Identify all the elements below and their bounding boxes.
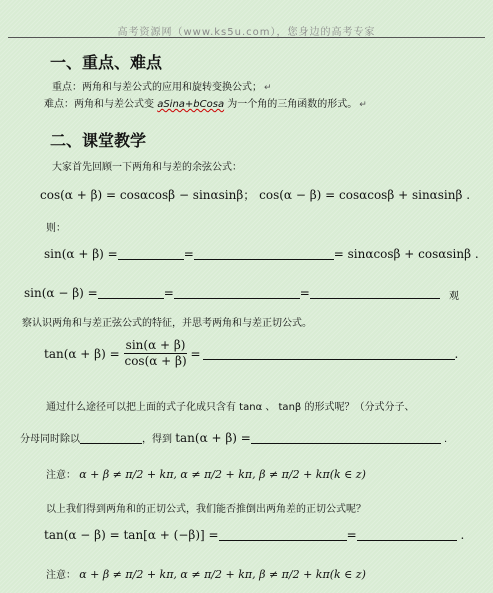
cos-diff-formula: cos(α − β) = cosαcosβ + sinαsinβ bbox=[259, 188, 463, 202]
tan-diff-line: tan(α − β) = tan[α + (−β)] = = . bbox=[44, 528, 465, 542]
blank-sin-sum-1[interactable] bbox=[118, 247, 184, 260]
header-rule bbox=[8, 37, 485, 38]
blank-tan-diff-1[interactable] bbox=[219, 528, 347, 541]
blank-sin-diff-2[interactable] bbox=[174, 286, 300, 299]
key-point-line: 重点：两角和与差公式的应用和旋转变换公式； ↵ bbox=[52, 82, 272, 93]
blank-sin-diff-3[interactable] bbox=[310, 286, 440, 299]
blank-tan-result[interactable] bbox=[251, 431, 441, 444]
blank-divide-by[interactable] bbox=[80, 431, 142, 444]
difficulty-line: 难点：两角和与差公式变 aSina+bCosa 为一个角的三角函数的形式。 ↵ bbox=[44, 99, 367, 110]
then-label: 则： bbox=[46, 223, 66, 234]
observe-tail: 观 bbox=[449, 291, 459, 302]
tan-fraction: $\frac{\sin(\alpha + \beta)}{\cos(\alpha + \beta)}$ bbox=[124, 338, 187, 368]
difficulty-formula: aSina+bCosa bbox=[157, 99, 225, 110]
page-header: 高考资源网（www.ks5u.com），您身边的高考专家 bbox=[117, 27, 376, 38]
section1-title: 一、重点、难点 bbox=[50, 53, 163, 72]
note2-formula: α + β ≠ π/2 + kπ, α ≠ π/2 + kπ, β ≠ π/2 + kπ(k ∈ z) bbox=[79, 568, 366, 581]
derived-line: 以上我们得到两角和的正切公式，我们能否推倒出两角差的正切公式呢？ bbox=[46, 504, 366, 515]
blank-tan-sum[interactable] bbox=[203, 347, 455, 360]
section2-title: 二、课堂教学 bbox=[50, 131, 147, 150]
cos-sum-formula: cos(α + β) = cosαcosβ − sinαsinβ bbox=[40, 188, 244, 202]
blank-sin-diff-1[interactable] bbox=[98, 286, 164, 299]
note2-line: 注意： α + β ≠ π/2 + kπ, α ≠ π/2 + kπ, β ≠ π/2 + kπ(k ∈ z) bbox=[46, 568, 366, 581]
sin-sum-line: sin(α + β) = = = sinαcosβ + cosαsinβ . bbox=[44, 247, 479, 261]
observe-line: 察认识两角和与差正弦公式的特征，并思考两角和与差正切公式。 bbox=[22, 318, 312, 329]
note1-line: 注意： α + β ≠ π/2 + kπ, α ≠ π/2 + kπ, β ≠ π/2 + kπ(k ∈ z) bbox=[46, 468, 366, 481]
blank-sin-sum-2[interactable] bbox=[194, 247, 334, 260]
note1-formula: α + β ≠ π/2 + kπ, α ≠ π/2 + kπ, β ≠ π/2 + kπ(k ∈ z) bbox=[79, 468, 366, 481]
tan-sum-line: tan(α + β) = $\frac{\sin(\alpha + \beta)}{\cos(\alpha + \beta)}$ = . bbox=[44, 338, 459, 368]
question-line2: 分母同时除以 ，得到 tan(α + β) = . bbox=[20, 431, 448, 445]
blank-tan-diff-2[interactable] bbox=[357, 528, 457, 541]
question-line1: 通过什么途径可以把上面的式子化成只含有 tanα 、 tanβ 的形式呢？（分式分子、 bbox=[46, 402, 415, 413]
cos-formulas-line: cos(α + β) = cosαcosβ − sinαsinβ； cos(α − β) = cosαcosβ + sinαsinβ . bbox=[40, 188, 471, 202]
sin-diff-line: sin(α − β) = = = bbox=[24, 286, 440, 300]
intro-line: 大家首先回顾一下两角和与差的余弦公式： bbox=[52, 162, 242, 173]
